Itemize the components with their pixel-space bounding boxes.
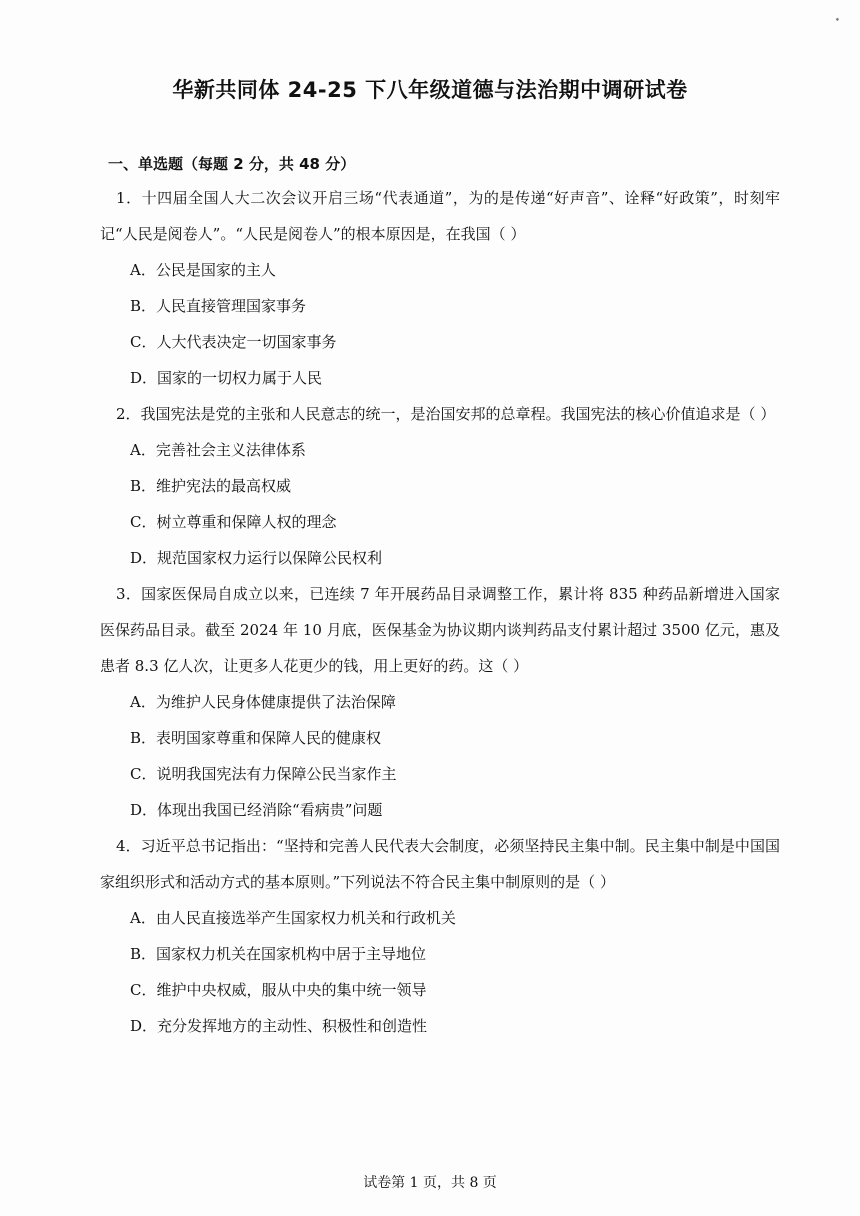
- question-stem: 2．我国宪法是党的主张和人民意志的统一，是治国安邦的总章程。我国宪法的核心价值追求是（ ）: [116, 405, 776, 423]
- question-1: [100, 180, 780, 396]
- option-d: D．体现出我国已经消除“看病贵”问题: [130, 801, 383, 819]
- option-d: D．规范国家权力运行以保障公民权利: [130, 549, 383, 567]
- page-footer: 试卷第 1 页，共 8 页: [363, 1175, 497, 1191]
- question-stem: 4．习近平总书记指出：“坚持和完善人民代表大会制度，必须坚持民主集中制。民主集中制是中国国家组织形式和活动方式的基本原则。”下列说法不符合民主集中制原则的是（ ）: [100, 837, 780, 891]
- question-2: [100, 396, 780, 576]
- question-list: [100, 180, 780, 1044]
- option-d: D．国家的一切权力属于人民: [130, 369, 323, 387]
- option-a: A．为维护人民身体健康提供了法治保障: [130, 693, 396, 711]
- corner-mark: •: [834, 16, 840, 26]
- section-heading: 一、单选题（每题 2 分，共 48 分）: [108, 155, 356, 173]
- option-b: B．人民直接管理国家事务: [130, 297, 307, 315]
- question-stem: 3．国家医保局自成立以来，已连续 7 年开展药品目录调整工作，累计将 835 种药品新增进入国家医保药品目录。截至 2024 年 10 月底，医保基金为协议期内谈判药品支付累计超过 3500 亿元，惠及患者 8.3 亿人次，让更多人花更少的钱，用上更好的药。这（ ）: [100, 585, 780, 675]
- option-b: B．国家权力机关在国家机构中居于主导地位: [130, 945, 427, 963]
- option-a: A．由人民直接选举产生国家权力机关和行政机关: [130, 909, 456, 927]
- option-c: C．人大代表决定一切国家事务: [130, 333, 337, 351]
- option-b: B．表明国家尊重和保障人民的健康权: [130, 729, 382, 747]
- option-a: A．完善社会主义法律体系: [130, 441, 306, 459]
- option-c: C．维护中央权威，服从中央的集中统一领导: [130, 981, 427, 999]
- option-c: C．树立尊重和保障人权的理念: [130, 513, 337, 531]
- question-3: [100, 576, 780, 828]
- option-c: C．说明我国宪法有力保障公民当家作主: [130, 765, 397, 783]
- option-d: D．充分发挥地方的主动性、积极性和创造性: [130, 1017, 428, 1035]
- option-a: A．公民是国家的主人: [130, 261, 276, 279]
- option-b: B．维护宪法的最高权威: [130, 477, 292, 495]
- page-title: 华新共同体 24-25 下八年级道德与法治期中调研试卷: [172, 78, 688, 102]
- question-stem: 1．十四届全国人大二次会议开启三场“代表通道”，为的是传递“好声音”、诠释“好政策”，时刻牢记“人民是阅卷人”。“人民是阅卷人”的根本原因是，在我国（ ）: [100, 189, 780, 243]
- question-4: [100, 828, 780, 1044]
